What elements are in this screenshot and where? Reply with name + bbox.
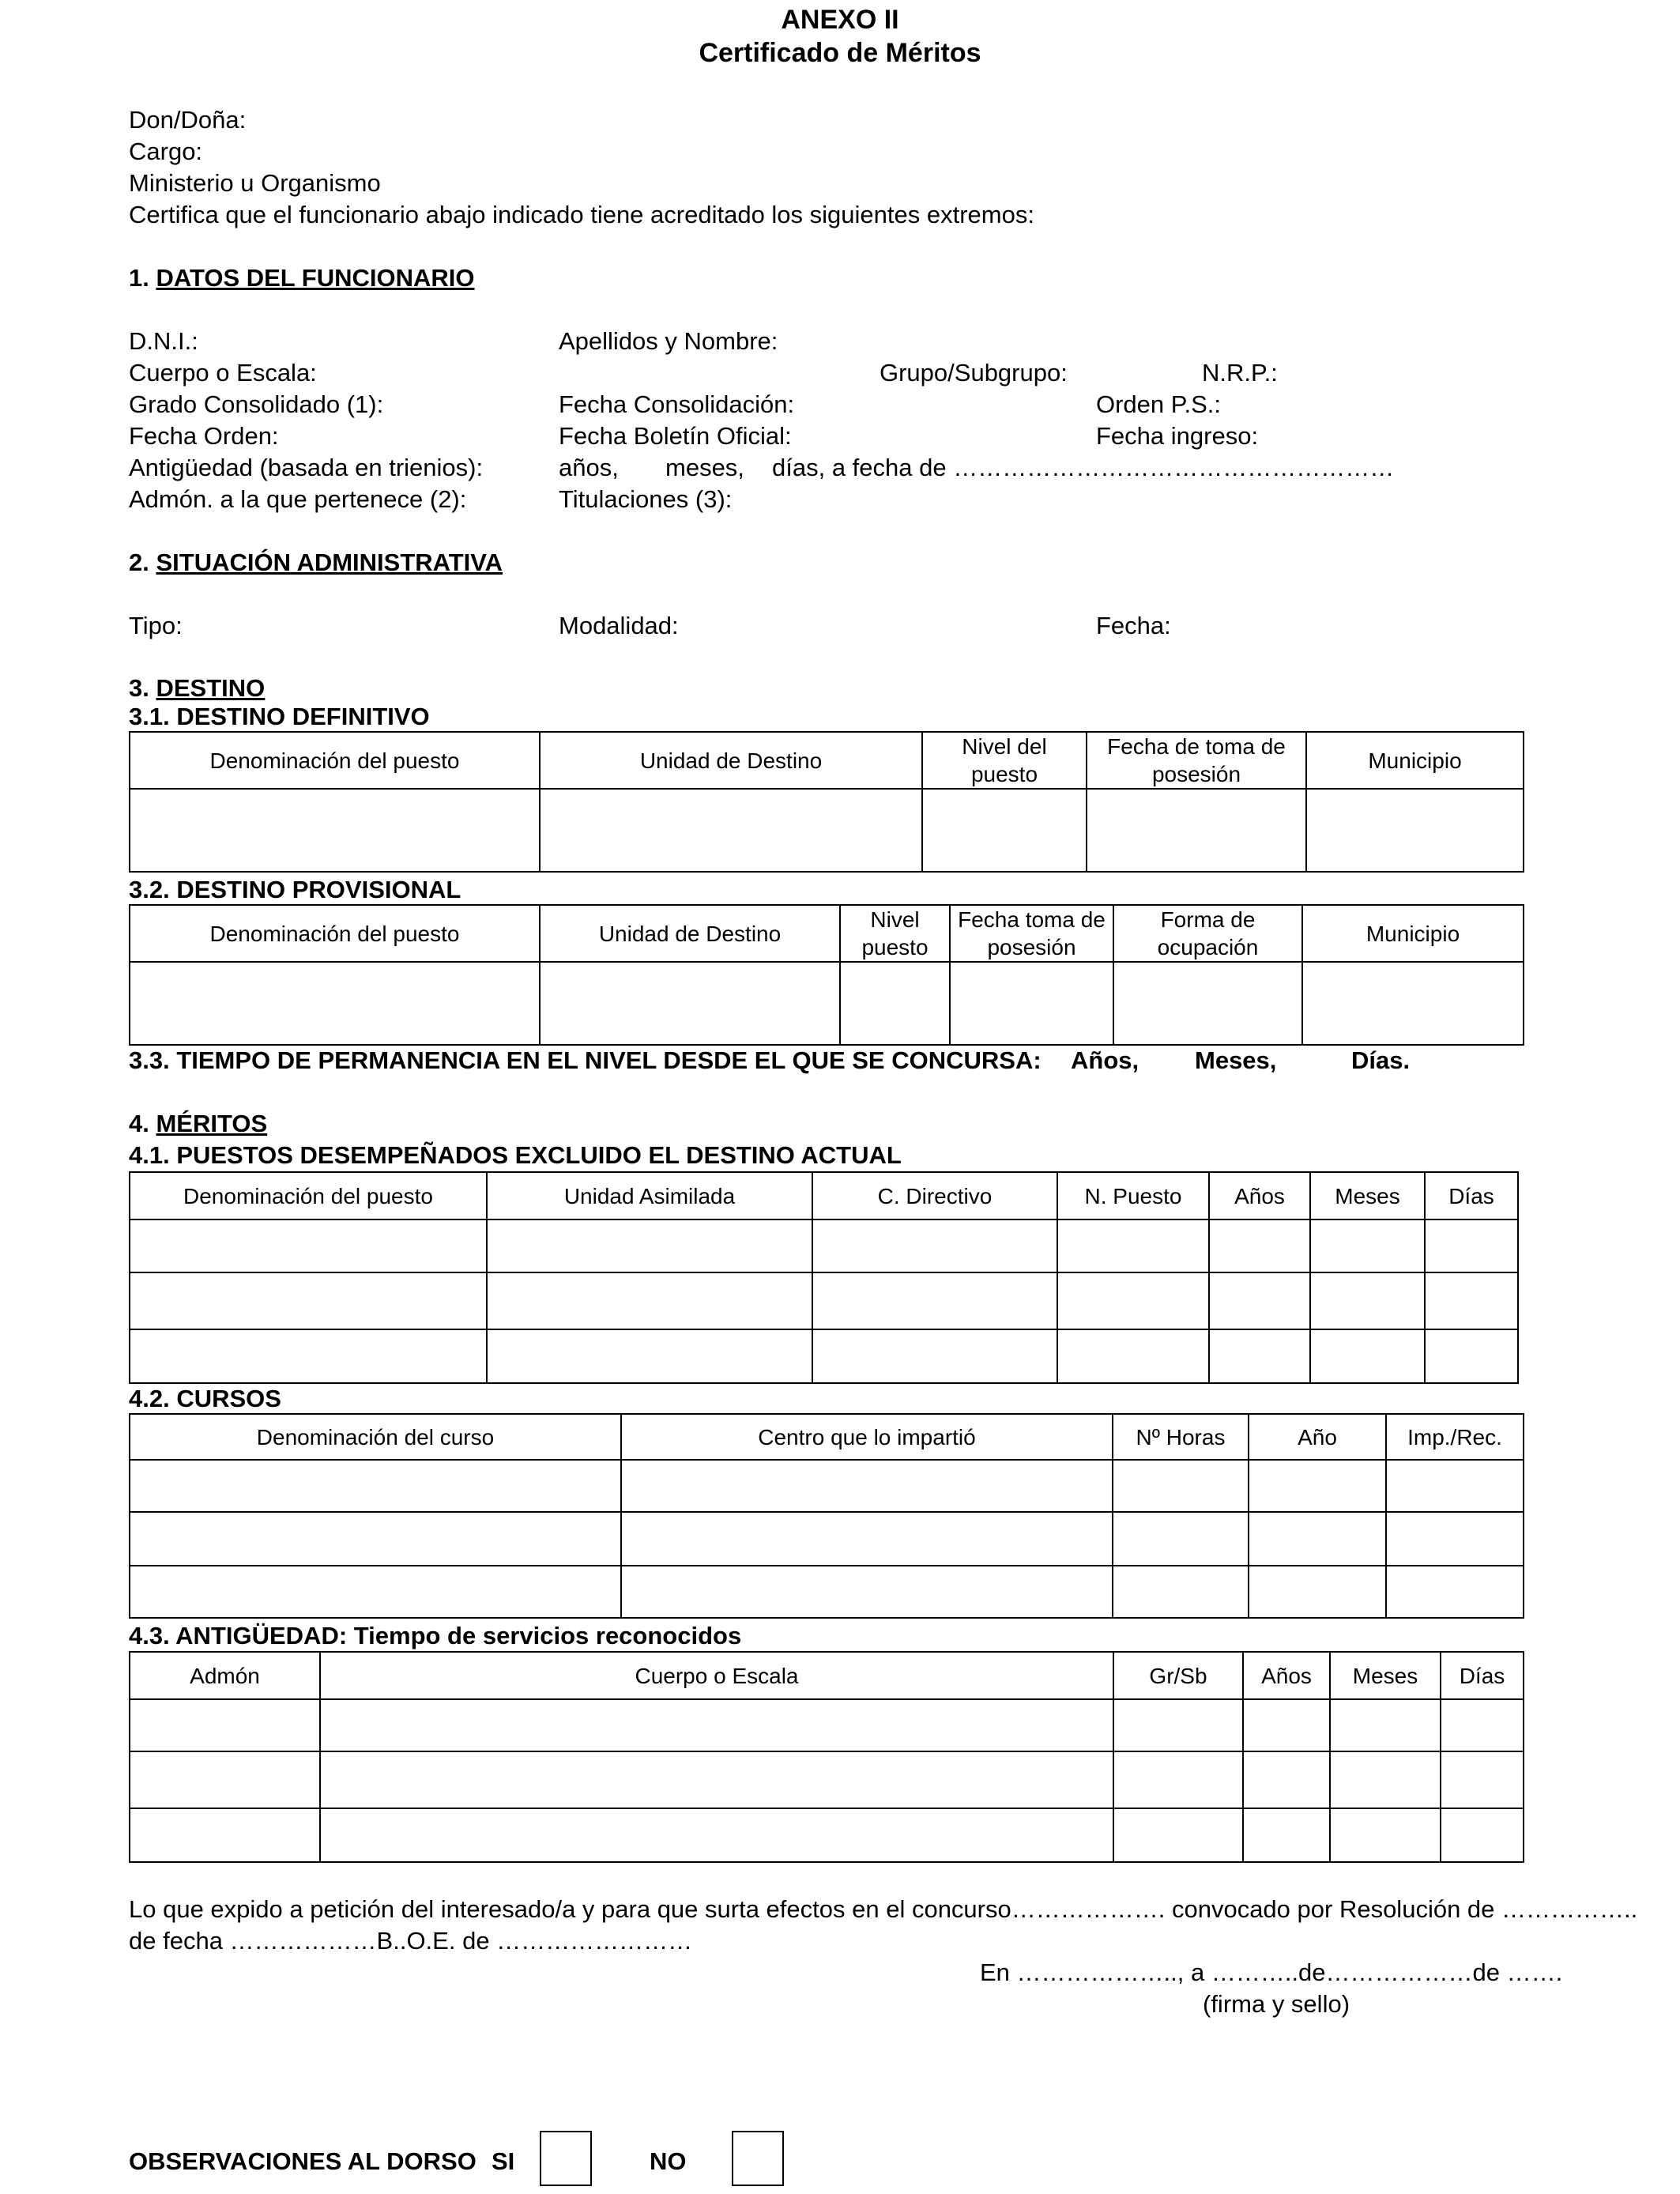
page-title: Certificado de Méritos xyxy=(699,38,981,68)
table-cell[interactable] xyxy=(922,789,1087,872)
col-header: Fecha toma de posesión xyxy=(950,905,1113,962)
col-header: Denominación del puesto xyxy=(130,1172,487,1220)
puestos-table xyxy=(129,1171,1519,1384)
label-titulaciones: Titulaciones (3): xyxy=(559,485,733,513)
col-header: Días xyxy=(1441,1652,1524,1699)
table-cell[interactable] xyxy=(1243,1699,1330,1751)
table-cell[interactable] xyxy=(1209,1220,1310,1272)
table-cell[interactable] xyxy=(1386,1512,1524,1566)
table-cell[interactable] xyxy=(130,1699,320,1751)
col-header: Forma de ocupación xyxy=(1113,905,1302,962)
col-header: C. Directivo xyxy=(812,1172,1057,1220)
table-cell[interactable] xyxy=(840,962,950,1045)
footer-line-2: de fecha ………………B..O.E. de …………………… xyxy=(129,1927,693,1955)
section-4-heading xyxy=(129,1110,267,1138)
col-header: Denominación del puesto xyxy=(130,732,540,789)
table-row xyxy=(130,1751,1524,1808)
no-checkbox[interactable] xyxy=(732,2131,784,2186)
table-cell[interactable] xyxy=(1330,1751,1441,1808)
table-row xyxy=(130,1272,1518,1329)
label-s33-anios: Años, xyxy=(1071,1046,1139,1074)
table-header-row xyxy=(130,905,1524,962)
table-cell[interactable] xyxy=(130,1329,487,1383)
col-header: Municipio xyxy=(1302,905,1524,962)
table-cell[interactable] xyxy=(1113,1460,1249,1512)
table-cell[interactable] xyxy=(1243,1751,1330,1808)
section-4-2-title: 4.2. CURSOS xyxy=(129,1385,281,1412)
table-cell[interactable] xyxy=(130,1566,621,1618)
footer-firma: (firma y sello) xyxy=(1203,1990,1350,2018)
table-cell[interactable] xyxy=(487,1220,812,1272)
table-cell[interactable] xyxy=(1441,1751,1524,1808)
table-cell[interactable] xyxy=(130,1220,487,1272)
table-cell[interactable] xyxy=(1209,1272,1310,1329)
label-certifica: Certifica que el funcionario abajo indicado tiene acreditado los siguientes extremos: xyxy=(129,201,1034,228)
label-cuerpo: Cuerpo o Escala: xyxy=(129,359,317,386)
table-cell[interactable] xyxy=(621,1566,1113,1618)
label-cargo: Cargo: xyxy=(129,138,203,165)
label-tipo: Tipo: xyxy=(129,612,183,639)
table-cell[interactable] xyxy=(1087,789,1306,872)
col-header: Nivel del puesto xyxy=(922,732,1087,789)
table-cell[interactable] xyxy=(1113,1751,1243,1808)
table-header-row xyxy=(130,1414,1524,1460)
label-grado: Grado Consolidado (1): xyxy=(129,390,384,418)
destino-definitivo-table xyxy=(129,731,1524,873)
col-header: Admón xyxy=(130,1652,320,1699)
table-cell[interactable] xyxy=(487,1272,812,1329)
table-row xyxy=(130,1566,1524,1618)
cursos-table xyxy=(129,1413,1524,1619)
col-header: Centro que lo impartió xyxy=(621,1414,1113,1460)
col-header: Unidad Asimilada xyxy=(487,1172,812,1220)
table-row xyxy=(130,1808,1524,1862)
col-header: Cuerpo o Escala xyxy=(320,1652,1113,1699)
label-don: Don/Doña: xyxy=(129,106,247,134)
col-header: Meses xyxy=(1330,1652,1441,1699)
table-row xyxy=(130,1329,1518,1383)
table-cell[interactable] xyxy=(1113,1512,1249,1566)
table-cell[interactable] xyxy=(1330,1808,1441,1862)
table-cell[interactable] xyxy=(130,789,540,872)
table-cell[interactable] xyxy=(1209,1329,1310,1383)
table-cell[interactable] xyxy=(320,1808,1113,1862)
label-apellidos: Apellidos y Nombre: xyxy=(559,327,778,355)
footer-place-date: En ……………….., a ………..de………………de ……. xyxy=(980,1958,1563,1986)
table-cell[interactable] xyxy=(130,1808,320,1862)
section-3-1-title: 3.1. DESTINO DEFINITIVO xyxy=(129,703,430,730)
label-fecha: Fecha: xyxy=(1096,612,1171,639)
table-cell[interactable] xyxy=(812,1329,1057,1383)
section-2-title: SITUACIÓN ADMINISTRATIVA xyxy=(156,548,503,576)
section-2-heading xyxy=(129,548,503,577)
table-row xyxy=(130,962,1524,1045)
table-cell[interactable] xyxy=(540,962,840,1045)
col-header: Nº Horas xyxy=(1113,1414,1249,1460)
section-1-heading xyxy=(129,264,475,292)
col-header: Años xyxy=(1243,1652,1330,1699)
table-cell[interactable] xyxy=(812,1220,1057,1272)
observaciones-label: OBSERVACIONES AL DORSO xyxy=(129,2147,477,2175)
table-cell[interactable] xyxy=(1386,1566,1524,1618)
section-2-number: 2. xyxy=(129,548,149,576)
antiguedad-table xyxy=(129,1651,1524,1863)
table-cell[interactable] xyxy=(1310,1272,1425,1329)
label-s33-dias: Días. xyxy=(1351,1046,1411,1074)
table-row xyxy=(130,1460,1524,1512)
table-cell[interactable] xyxy=(1249,1566,1386,1618)
col-header: Municipio xyxy=(1306,732,1524,789)
col-header: Denominación del puesto xyxy=(130,905,540,962)
table-cell[interactable] xyxy=(1113,1808,1243,1862)
table-cell[interactable] xyxy=(1386,1460,1524,1512)
table-row xyxy=(130,789,1524,872)
annex-title: ANEXO II xyxy=(781,5,899,35)
table-cell[interactable] xyxy=(1306,789,1524,872)
table-cell[interactable] xyxy=(1113,962,1302,1045)
label-fecha-boletin: Fecha Boletín Oficial: xyxy=(559,422,792,450)
col-header: Año xyxy=(1249,1414,1386,1460)
label-fecha-consolidacion: Fecha Consolidación: xyxy=(559,390,795,418)
section-4-3-title-rest: Tiempo de servicios reconocidos xyxy=(347,1622,742,1649)
section-4-1-title: 4.1. PUESTOS DESEMPEÑADOS EXCLUIDO EL DESTINO ACTUAL xyxy=(129,1141,902,1169)
table-row xyxy=(130,1220,1518,1272)
table-cell[interactable] xyxy=(1249,1512,1386,1566)
section-1-title: DATOS DEL FUNCIONARIO xyxy=(156,264,475,292)
section-3-heading xyxy=(129,674,265,703)
table-cell[interactable] xyxy=(1425,1272,1518,1329)
table-cell[interactable] xyxy=(621,1512,1113,1566)
table-cell[interactable] xyxy=(130,1751,320,1808)
table-cell[interactable] xyxy=(1249,1460,1386,1512)
label-ministerio: Ministerio u Organismo xyxy=(129,169,381,197)
table-cell[interactable] xyxy=(1057,1220,1209,1272)
table-cell[interactable] xyxy=(1057,1329,1209,1383)
destino-provisional-table xyxy=(129,904,1524,1046)
label-dni: D.N.I.: xyxy=(129,327,198,355)
table-cell[interactable] xyxy=(1441,1699,1524,1751)
col-header: Nivel puesto xyxy=(840,905,950,962)
table-cell[interactable] xyxy=(540,789,922,872)
table-cell[interactable] xyxy=(320,1699,1113,1751)
col-header: Fecha de toma de posesión xyxy=(1087,732,1306,789)
table-cell[interactable] xyxy=(130,1272,487,1329)
table-cell[interactable] xyxy=(1441,1808,1524,1862)
section-3-title: DESTINO xyxy=(156,674,266,702)
section-4-number: 4. xyxy=(129,1110,149,1137)
section-3-number: 3. xyxy=(129,674,149,702)
col-header: Imp./Rec. xyxy=(1386,1414,1524,1460)
label-s33-meses: Meses, xyxy=(1195,1046,1277,1074)
table-cell[interactable] xyxy=(1113,1566,1249,1618)
table-cell[interactable] xyxy=(1113,1699,1243,1751)
col-header: Unidad de Destino xyxy=(540,905,840,962)
label-grupo: Grupo/Subgrupo: xyxy=(880,359,1068,386)
table-cell[interactable] xyxy=(130,1460,621,1512)
col-header: Gr/Sb xyxy=(1113,1652,1243,1699)
table-row xyxy=(130,1699,1524,1751)
table-cell[interactable] xyxy=(1057,1272,1209,1329)
col-header: Unidad de Destino xyxy=(540,732,922,789)
label-modalidad: Modalidad: xyxy=(559,612,679,639)
table-cell[interactable] xyxy=(1425,1220,1518,1272)
section-4-title: MÉRITOS xyxy=(156,1110,268,1137)
table-cell[interactable] xyxy=(812,1272,1057,1329)
col-header: Denominación del curso xyxy=(130,1414,621,1460)
label-admon: Admón. a la que pertenece (2): xyxy=(129,485,467,513)
table-cell[interactable] xyxy=(320,1751,1113,1808)
table-cell[interactable] xyxy=(1310,1329,1425,1383)
table-cell[interactable] xyxy=(130,962,540,1045)
si-checkbox[interactable] xyxy=(540,2131,592,2186)
table-row xyxy=(130,1512,1524,1566)
footer-line-1: Lo que expido a petición del interesado/a y para que surta efectos en el concurso………………. convocado por Resolución de …………….. xyxy=(129,1895,1638,1923)
col-header: Años xyxy=(1209,1172,1310,1220)
table-header-row xyxy=(130,732,1524,789)
col-header: N. Puesto xyxy=(1057,1172,1209,1220)
table-cell[interactable] xyxy=(1302,962,1524,1045)
label-fecha-orden: Fecha Orden: xyxy=(129,422,279,450)
table-cell[interactable] xyxy=(487,1329,812,1383)
section-1-number: 1. xyxy=(129,264,149,292)
table-cell[interactable] xyxy=(1425,1329,1518,1383)
section-4-3-title-bold: 4.3. ANTIGÜEDAD: xyxy=(129,1622,348,1649)
table-header-row xyxy=(130,1172,1518,1220)
label-nrp: N.R.P.: xyxy=(1202,359,1278,386)
label-fecha-ingreso: Fecha ingreso: xyxy=(1096,422,1259,450)
table-cell[interactable] xyxy=(1243,1808,1330,1862)
label-meses: meses, xyxy=(665,454,744,481)
label-anios: años, xyxy=(559,454,619,481)
table-cell[interactable] xyxy=(1310,1220,1425,1272)
table-cell[interactable] xyxy=(130,1512,621,1566)
col-header: Meses xyxy=(1310,1172,1425,1220)
table-cell[interactable] xyxy=(621,1460,1113,1512)
table-cell[interactable] xyxy=(950,962,1113,1045)
label-dias-fecha: días, a fecha de ……………………………………………… xyxy=(772,454,1395,481)
no-label: NO xyxy=(650,2147,687,2175)
section-4-3-heading xyxy=(129,1622,741,1650)
table-cell[interactable] xyxy=(1330,1699,1441,1751)
col-header: Días xyxy=(1425,1172,1518,1220)
si-label: SI xyxy=(492,2147,515,2175)
label-orden-ps: Orden P.S.: xyxy=(1096,390,1221,418)
section-3-2-title: 3.2. DESTINO PROVISIONAL xyxy=(129,876,461,903)
table-header-row xyxy=(130,1652,1524,1699)
label-antiguedad: Antigüedad (basada en trienios): xyxy=(129,454,484,481)
section-3-3-title: 3.3. TIEMPO DE PERMANENCIA EN EL NIVEL DESDE EL QUE SE CONCURSA: xyxy=(129,1046,1042,1074)
